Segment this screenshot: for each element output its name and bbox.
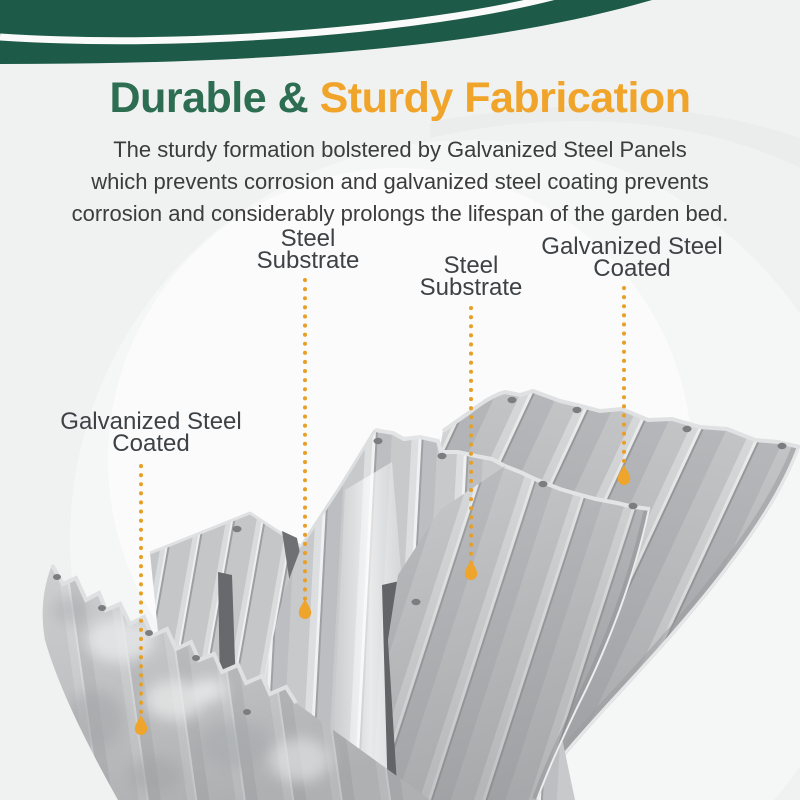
screw-hole <box>53 574 61 580</box>
screw-hole <box>243 709 251 715</box>
screw-hole <box>233 526 242 532</box>
screw-hole <box>98 605 106 611</box>
screw-hole <box>412 599 421 605</box>
screw-hole <box>145 630 153 636</box>
screw-hole <box>374 438 383 444</box>
screw-hole <box>508 397 517 403</box>
screw-hole <box>573 407 582 413</box>
screw-hole <box>539 481 548 487</box>
callout-label-steel-substrate-1: Steel Substrate <box>256 225 360 274</box>
title-part-orange: Sturdy Fabrication <box>319 74 691 122</box>
title-part-green: Durable & <box>109 74 320 122</box>
screw-hole <box>683 426 692 432</box>
description-line: corrosion and considerably prolongs the lifespan of the garden bed. <box>71 201 729 226</box>
callout-label-galvanized-coated-right: Galvanized Steel Coated <box>541 233 723 282</box>
callout-label-galvanized-coated-left: Galvanized Steel Coated <box>60 408 242 457</box>
screw-hole <box>629 503 638 509</box>
screw-hole <box>778 443 787 449</box>
callout-label-steel-substrate-2: Steel Substrate <box>419 252 523 301</box>
description-line: which prevents corrosion and galvanized steel coating prevents <box>91 169 709 194</box>
description-line: The sturdy formation bolstered by Galvanized Steel Panels <box>113 137 687 162</box>
screw-hole <box>438 453 447 459</box>
screw-hole <box>192 655 200 661</box>
